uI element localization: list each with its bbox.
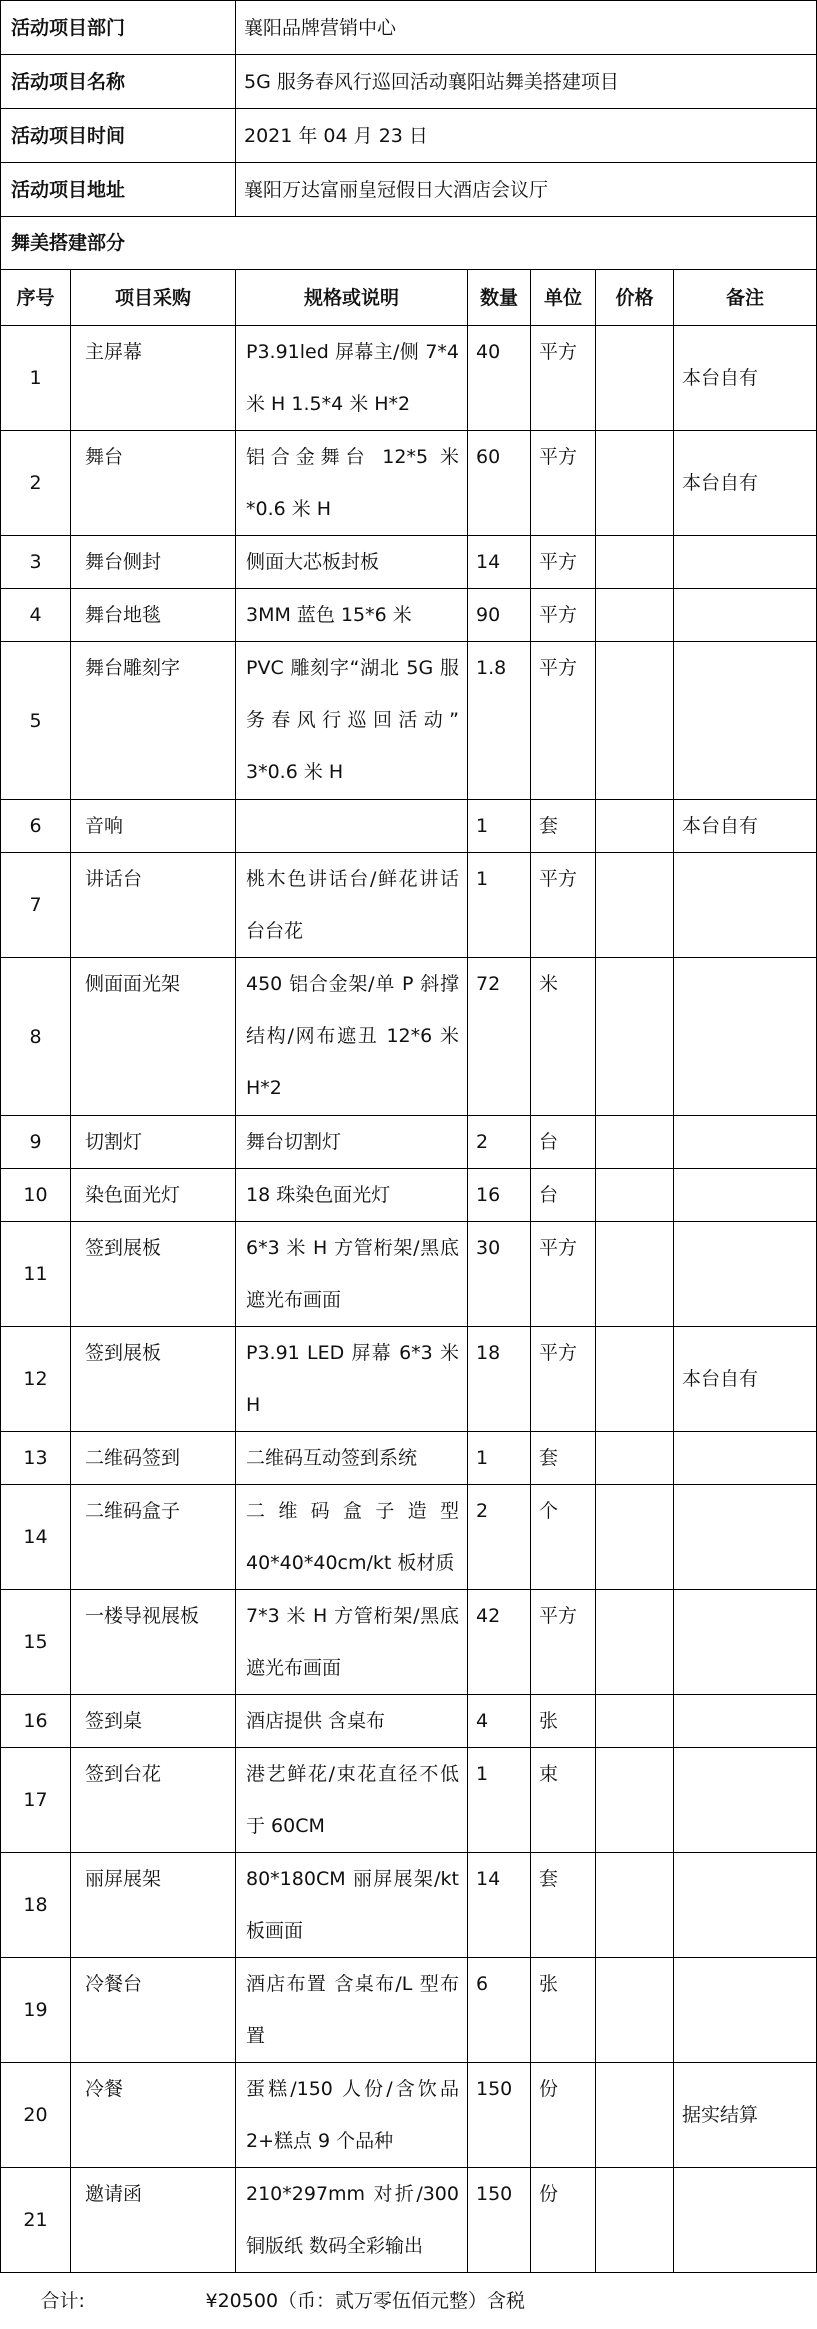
- row-note: [674, 1590, 817, 1695]
- project-name-value: 5G 服务春风行巡回活动襄阳站舞美搭建项目: [236, 55, 817, 109]
- row-seq: 2: [1, 431, 71, 536]
- row-unit: 套: [531, 1432, 596, 1485]
- row-note: [674, 536, 817, 589]
- row-item: 舞台: [71, 431, 236, 536]
- table-row: [1, 2168, 817, 2273]
- row-unit: 个: [531, 1485, 596, 1590]
- row-seq: 4: [1, 589, 71, 642]
- table-row: [1, 853, 817, 958]
- row-price: [596, 1169, 674, 1222]
- row-seq: 6: [1, 800, 71, 853]
- info-row-dept: [1, 1, 817, 55]
- row-note: 本台自有: [674, 326, 817, 431]
- row-note: [674, 642, 817, 800]
- dept-label: 活动项目部门: [1, 1, 236, 55]
- project-time-value: 2021 年 04 月 23 日: [236, 109, 817, 163]
- table-row: [1, 1748, 817, 1853]
- row-item: 侧面面光架: [71, 958, 236, 1116]
- row-spec: 侧面大芯板封板: [236, 536, 468, 589]
- row-price: [596, 1432, 674, 1485]
- header-price: 价格: [596, 270, 674, 326]
- table-row: [1, 1327, 817, 1432]
- row-spec: 7*3 米 H 方管桁架/黑底遮光布画面: [236, 1590, 468, 1695]
- row-unit: 束: [531, 1748, 596, 1853]
- row-item: 舞台侧封: [71, 536, 236, 589]
- row-note: [674, 1695, 817, 1748]
- row-spec: 舞台切割灯: [236, 1116, 468, 1169]
- row-spec: 80*180CM 丽屏展架/kt 板画面: [236, 1853, 468, 1958]
- row-item: 舞台雕刻字: [71, 642, 236, 800]
- row-price: [596, 642, 674, 800]
- row-qty: 150: [468, 2063, 531, 2168]
- table-row: [1, 1695, 817, 1748]
- row-item: 签到展板: [71, 1222, 236, 1327]
- row-unit: 平方: [531, 1222, 596, 1327]
- row-spec: P3.91 LED 屏幕 6*3 米 H: [236, 1327, 468, 1432]
- row-seq: 10: [1, 1169, 71, 1222]
- row-unit: 套: [531, 1853, 596, 1958]
- row-spec: 酒店提供 含桌布: [236, 1695, 468, 1748]
- row-item: 音响: [71, 800, 236, 853]
- row-price: [596, 431, 674, 536]
- row-qty: 2: [468, 1485, 531, 1590]
- row-item: 切割灯: [71, 1116, 236, 1169]
- table-row: [1, 1853, 817, 1958]
- table-row: [1, 536, 817, 589]
- row-item: 签到桌: [71, 1695, 236, 1748]
- row-qty: 18: [468, 1327, 531, 1432]
- row-qty: 90: [468, 589, 531, 642]
- row-price: [596, 589, 674, 642]
- header-unit: 单位: [531, 270, 596, 326]
- row-price: [596, 1695, 674, 1748]
- info-row-address: [1, 163, 817, 217]
- row-unit: 张: [531, 1958, 596, 2063]
- row-qty: 4: [468, 1695, 531, 1748]
- row-qty: 1.8: [468, 642, 531, 800]
- row-seq: 5: [1, 642, 71, 800]
- row-price: [596, 1590, 674, 1695]
- row-qty: 1: [468, 1432, 531, 1485]
- row-qty: 60: [468, 431, 531, 536]
- row-price: [596, 1116, 674, 1169]
- total-label: 合计:: [40, 2289, 85, 2312]
- row-spec: 210*297mm 对折/300 铜版纸 数码全彩输出: [236, 2168, 468, 2273]
- row-unit: 台: [531, 1169, 596, 1222]
- row-note: [674, 2168, 817, 2273]
- table-row: [1, 326, 817, 431]
- row-spec: 450 铝合金架/单 P 斜撑结构/网布遮丑 12*6 米 H*2: [236, 958, 468, 1116]
- row-seq: 17: [1, 1748, 71, 1853]
- row-seq: 16: [1, 1695, 71, 1748]
- table-row: [1, 800, 817, 853]
- row-item: 冷餐: [71, 2063, 236, 2168]
- row-item: 舞台地毯: [71, 589, 236, 642]
- row-unit: 套: [531, 800, 596, 853]
- row-price: [596, 1485, 674, 1590]
- row-note: [674, 1853, 817, 1958]
- row-item: 二维码签到: [71, 1432, 236, 1485]
- table-row: [1, 1116, 817, 1169]
- row-qty: 6: [468, 1958, 531, 2063]
- table-row: [1, 642, 817, 800]
- table-row: [1, 1222, 817, 1327]
- row-seq: 15: [1, 1590, 71, 1695]
- row-price: [596, 958, 674, 1116]
- row-unit: 台: [531, 1116, 596, 1169]
- row-price: [596, 1853, 674, 1958]
- row-unit: 米: [531, 958, 596, 1116]
- project-address-label: 活动项目地址: [1, 163, 236, 217]
- row-unit: 张: [531, 1695, 596, 1748]
- table-row: [1, 1169, 817, 1222]
- row-price: [596, 1222, 674, 1327]
- row-note: [674, 1748, 817, 1853]
- row-note: [674, 1116, 817, 1169]
- row-seq: 20: [1, 2063, 71, 2168]
- row-spec: 18 珠染色面光灯: [236, 1169, 468, 1222]
- row-item: 签到台花: [71, 1748, 236, 1853]
- row-seq: 21: [1, 2168, 71, 2273]
- row-item: 签到展板: [71, 1327, 236, 1432]
- table-row: [1, 1432, 817, 1485]
- header-qty: 数量: [468, 270, 531, 326]
- row-spec: [236, 800, 468, 853]
- row-item: 邀请函: [71, 2168, 236, 2273]
- row-seq: 19: [1, 1958, 71, 2063]
- row-item: 一楼导视展板: [71, 1590, 236, 1695]
- row-price: [596, 1958, 674, 2063]
- row-note: 据实结算: [674, 2063, 817, 2168]
- table-row: [1, 2063, 817, 2168]
- table-row: [1, 1958, 817, 2063]
- row-price: [596, 1748, 674, 1853]
- row-item: 讲话台: [71, 853, 236, 958]
- info-row-name: [1, 55, 817, 109]
- row-qty: 1: [468, 1748, 531, 1853]
- info-row-time: [1, 109, 817, 163]
- row-seq: 8: [1, 958, 71, 1116]
- row-qty: 30: [468, 1222, 531, 1327]
- row-note: [674, 1958, 817, 2063]
- row-qty: 40: [468, 326, 531, 431]
- row-qty: 72: [468, 958, 531, 1116]
- row-qty: 42: [468, 1590, 531, 1695]
- row-unit: 平方: [531, 431, 596, 536]
- row-note: [674, 589, 817, 642]
- row-price: [596, 326, 674, 431]
- row-spec: 港艺鲜花/束花直径不低于 60CM: [236, 1748, 468, 1853]
- header-spec: 规格或说明: [236, 270, 468, 326]
- row-seq: 9: [1, 1116, 71, 1169]
- row-unit: 份: [531, 2168, 596, 2273]
- dept-value: 襄阳品牌营销中心: [236, 1, 817, 55]
- row-spec: 蛋糕/150 人份/含饮品 2+糕点 9 个品种: [236, 2063, 468, 2168]
- row-unit: 份: [531, 2063, 596, 2168]
- row-item: 冷餐台: [71, 1958, 236, 2063]
- row-note: [674, 1485, 817, 1590]
- row-qty: 150: [468, 2168, 531, 2273]
- row-qty: 1: [468, 800, 531, 853]
- header-seq: 序号: [1, 270, 71, 326]
- row-seq: 7: [1, 853, 71, 958]
- section-title-row: [1, 217, 817, 270]
- row-qty: 14: [468, 536, 531, 589]
- row-spec: 6*3 米 H 方管桁架/黑底遮光布画面: [236, 1222, 468, 1327]
- row-note: [674, 958, 817, 1116]
- row-seq: 14: [1, 1485, 71, 1590]
- row-qty: 1: [468, 853, 531, 958]
- row-qty: 16: [468, 1169, 531, 1222]
- row-unit: 平方: [531, 326, 596, 431]
- row-spec: 二维码盒子造型 40*40*40cm/kt 板材质: [236, 1485, 468, 1590]
- row-item: 主屏幕: [71, 326, 236, 431]
- table-row: [1, 589, 817, 642]
- row-spec: 酒店布置 含桌布/L 型布置: [236, 1958, 468, 2063]
- row-unit: 平方: [531, 1327, 596, 1432]
- row-price: [596, 1327, 674, 1432]
- row-seq: 3: [1, 536, 71, 589]
- row-unit: 平方: [531, 853, 596, 958]
- row-seq: 12: [1, 1327, 71, 1432]
- row-note: 本台自有: [674, 800, 817, 853]
- row-price: [596, 800, 674, 853]
- table-row: [1, 431, 817, 536]
- table-row: [1, 958, 817, 1116]
- row-seq: 1: [1, 326, 71, 431]
- header-note: 备注: [674, 270, 817, 326]
- row-item: 丽屏展架: [71, 1853, 236, 1958]
- row-spec: 3MM 蓝色 15*6 米: [236, 589, 468, 642]
- row-unit: 平方: [531, 1590, 596, 1695]
- row-seq: 13: [1, 1432, 71, 1485]
- row-qty: 2: [468, 1116, 531, 1169]
- project-address-value: 襄阳万达富丽皇冠假日大酒店会议厅: [236, 163, 817, 217]
- row-item: 二维码盒子: [71, 1485, 236, 1590]
- column-header-row: [1, 270, 817, 326]
- project-name-label: 活动项目名称: [1, 55, 236, 109]
- row-qty: 14: [468, 1853, 531, 1958]
- row-note: [674, 1169, 817, 1222]
- row-spec: 二维码互动签到系统: [236, 1432, 468, 1485]
- row-spec: 铝合金舞台 12*5 米 *0.6 米 H: [236, 431, 468, 536]
- row-note: [674, 1432, 817, 1485]
- row-unit: 平方: [531, 536, 596, 589]
- row-spec: 桃木色讲话台/鲜花讲话台台花: [236, 853, 468, 958]
- row-note: [674, 853, 817, 958]
- row-price: [596, 853, 674, 958]
- table-row: [1, 1590, 817, 1695]
- total-row: [1, 2273, 817, 2329]
- row-unit: 平方: [531, 642, 596, 800]
- row-price: [596, 2168, 674, 2273]
- row-note: [674, 1222, 817, 1327]
- row-spec: P3.91led 屏幕主/侧 7*4 米 H 1.5*4 米 H*2: [236, 326, 468, 431]
- row-note: 本台自有: [674, 431, 817, 536]
- header-item: 项目采购: [71, 270, 236, 326]
- row-unit: 平方: [531, 589, 596, 642]
- project-time-label: 活动项目时间: [1, 109, 236, 163]
- row-item: 染色面光灯: [71, 1169, 236, 1222]
- row-price: [596, 536, 674, 589]
- row-seq: 11: [1, 1222, 71, 1327]
- row-spec: PVC 雕刻字“湖北 5G 服务春风行巡回活动” 3*0.6 米 H: [236, 642, 468, 800]
- row-price: [596, 2063, 674, 2168]
- row-note: 本台自有: [674, 1327, 817, 1432]
- total-value: ¥20500（币：贰万零伍佰元整）含税: [205, 2289, 526, 2312]
- table-row: [1, 1485, 817, 1590]
- section-title: 舞美搭建部分: [1, 217, 817, 270]
- row-seq: 18: [1, 1853, 71, 1958]
